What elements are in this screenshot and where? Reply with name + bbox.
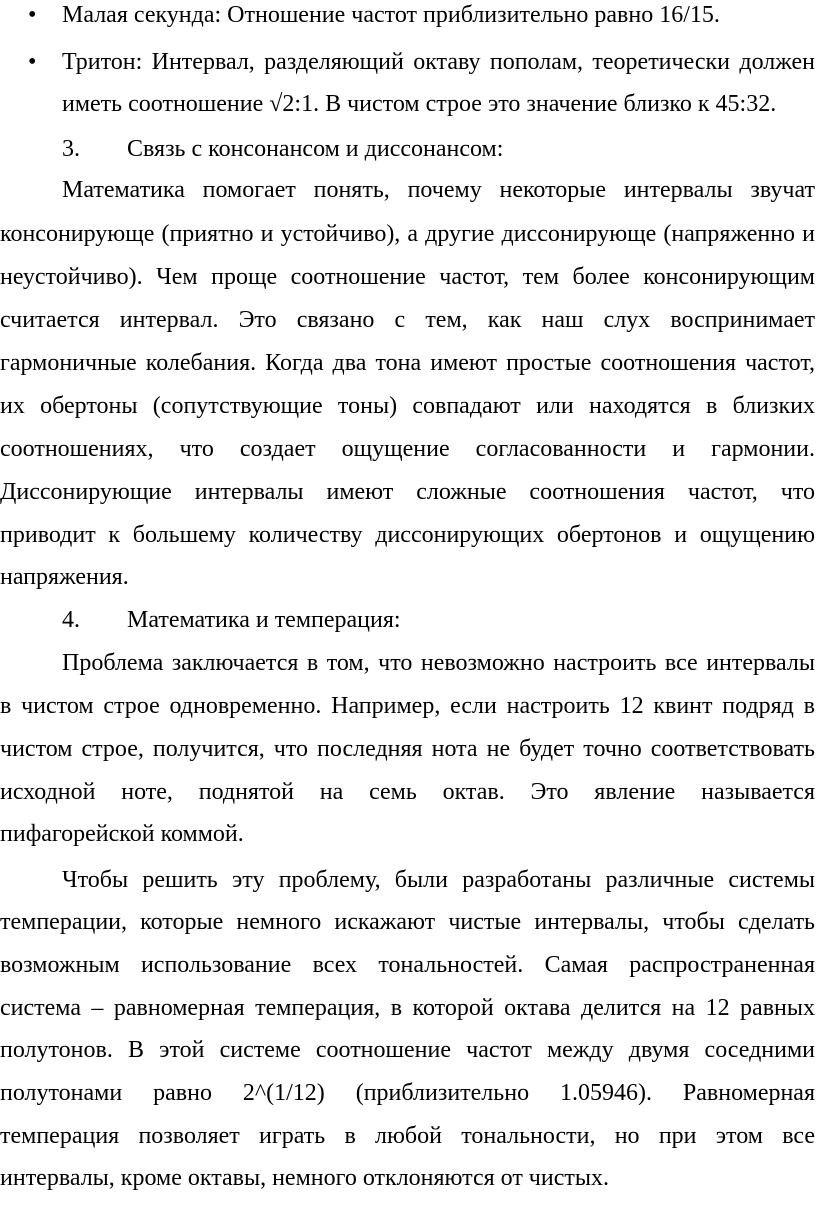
text-line: Проблема заключается в том, что невозможно настроить все интервалы bbox=[62, 650, 815, 676]
section-number: 4. bbox=[62, 607, 80, 633]
bullet-icon: • bbox=[28, 49, 37, 75]
text-line: система – равномерная темперация, в которой октава делится на 12 равных bbox=[0, 995, 815, 1021]
text-line: приводит к большему количеству диссонирующих обертонов и ощущению bbox=[0, 522, 815, 548]
text-line: неустойчиво). Чем проще соотношение частот, тем более консонирующим bbox=[0, 264, 815, 290]
text-line: консонирующе (приятно и устойчиво), а другие диссонирующе (напряженно и bbox=[0, 221, 815, 247]
section-number: 3. bbox=[62, 136, 80, 162]
section-title: Связь с консонансом и диссонансом: bbox=[127, 136, 504, 162]
text-line: Диссонирующие интервалы имеют сложные соотношения частот, что bbox=[0, 479, 815, 505]
text-line: темперации, которые немного искажают чистые интервалы, чтобы сделать bbox=[0, 909, 815, 935]
bullet-text: Малая секунда: Отношение частот приблизительно равно 16/15. bbox=[62, 2, 720, 28]
text-line: темперация позволяет играть в любой тональности, но при этом все bbox=[0, 1123, 815, 1149]
bullet-text: иметь соотношение √2:1. В чистом строе это значение близко к 45:32. bbox=[62, 91, 777, 117]
text-line: исходной ноте, поднятой на семь октав. Это явление называется bbox=[0, 779, 815, 805]
text-line: возможным использование всех тональностей. Самая распространенная bbox=[0, 952, 815, 978]
text-line: их обертоны (сопутствующие тоны) совпадают или находятся в близких bbox=[0, 393, 815, 419]
text-line: считается интервал. Это связано с тем, как наш слух воспринимает bbox=[0, 307, 815, 333]
text-line: напряжения. bbox=[0, 564, 129, 590]
section-heading-3 bbox=[0, 128, 815, 171]
text-line: полутонов. В этой системе соотношение частот между двумя соседними bbox=[0, 1037, 815, 1063]
bullet-text: Тритон: Интервал, разделяющий октаву пополам, теоретически должен bbox=[62, 49, 815, 75]
text-line: пифагорейской коммой. bbox=[0, 821, 244, 847]
text-line: интервалы, кроме октавы, немного отклоняются от чистых. bbox=[0, 1165, 609, 1191]
text-line: в чистом строе одновременно. Например, если настроить 12 квинт подряд в bbox=[0, 693, 815, 719]
section-heading-4 bbox=[0, 599, 815, 642]
bullet-icon: • bbox=[28, 2, 37, 28]
section-title: Математика и темперация: bbox=[127, 607, 401, 633]
text-line: Математика помогает понять, почему некоторые интервалы звучат bbox=[62, 177, 815, 203]
text-line: полутонами равно 2^(1/12) (приблизительно 1.05946). Равномерная bbox=[0, 1080, 815, 1106]
text-line: гармоничные колебания. Когда два тона имеют простые соотношения частот, bbox=[0, 350, 815, 376]
text-line: соотношениях, что создает ощущение согласованности и гармонии. bbox=[0, 436, 815, 462]
text-line: чистом строе, получится, что последняя нота не будет точно соответствовать bbox=[0, 736, 815, 762]
text-line: Чтобы решить эту проблему, были разработаны различные системы bbox=[62, 867, 815, 893]
